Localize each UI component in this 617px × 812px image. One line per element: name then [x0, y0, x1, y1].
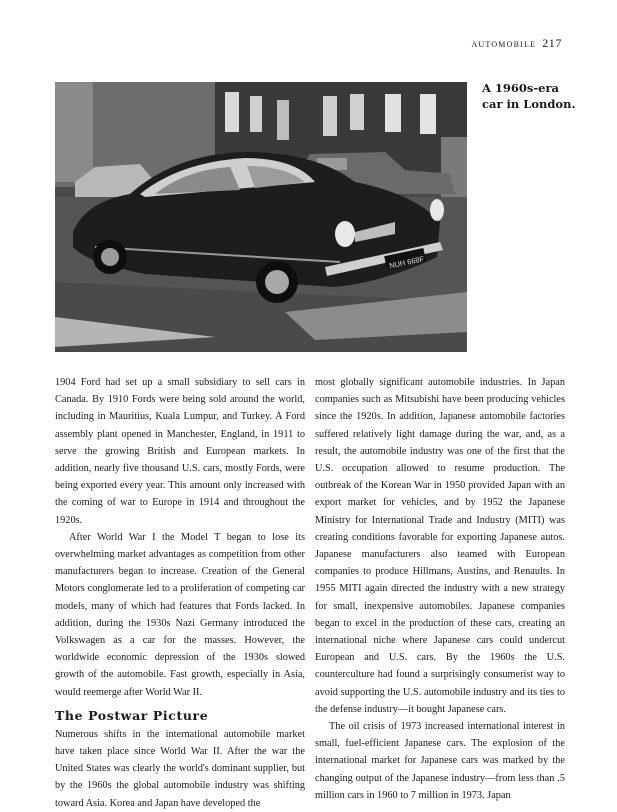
- car-photo-illustration: [55, 82, 467, 352]
- caption-line-2: car in London.: [482, 97, 576, 111]
- window: [277, 100, 289, 140]
- car-photo: [55, 82, 467, 352]
- window: [250, 96, 262, 132]
- running-head-title: automobile: [471, 38, 537, 50]
- page-number: 217: [542, 36, 562, 50]
- right-column: [315, 374, 565, 804]
- license-plate-text: NUH 668F: [388, 254, 425, 271]
- section-heading: The Postwar Picture: [55, 707, 209, 723]
- headlight-left: [335, 221, 355, 247]
- right-paragraph-1: most globally significant automobile industries. In Japan companies such as Mitsubishi have been producing vehicles since the 1920s. In addition, Japanese automobile factories suffered relatively light damage during the war, and, as a result, the automobile industry was one of the first that the U.S. occupation allowed to resume production. The outbreak of the Korean War in 1950 provided Japan with an export market for vehicles, and by 1952 the Japanese Ministry for International Trade and Industry (MITI) was creating conditions favorable for exporting Japanese autos. Japanese manufacturers also teamed with European companies to produce Hillmans, Austins, and Renaults. In 1955 MITI again directed the industry with a new strategy for small, inexpensive automobiles. Japanese companies began to excel in the production of these cars, creating an international niche where Japanese cars could undercut European and U.S. cars. By the 1960s the U.S. counterculture had found a surprisingly consumerist way to avoid supporting the U.S. automobile industry and its ties to the defense industry—it bought Japanese cars.: [315, 377, 565, 715]
- caption-line-1: A 1960s-era: [482, 81, 560, 95]
- window: [323, 96, 337, 136]
- front-hubcap: [265, 270, 289, 294]
- left-paragraph-2: After World War I the Model T began to lose its overwhelming market advantages as competition from other manufacturers began to increase. Creation of the General Motors conglomerate led to a proliferation of competing car models, many of which had features that Fords lacked. In addition, during the 1930s Nazi Germany introduced the Volkswagen as a car for the masses. However, the worldwide economic depression of the 1930s slowed growth of the automobile. Fast growth, especially in Asia, would reemerge after World War II.: [55, 531, 305, 698]
- left-column: [55, 374, 305, 812]
- left-paragraph-3: Numerous shifts in the international automobile market have taken place since World War II. After the war the United States was clearly the world's dominant supplier, but by the 1960s the global automobile industry was shifting toward Asia. Korea and Japan have developed the: [55, 728, 305, 809]
- tree-left: [55, 82, 93, 182]
- rear-hubcap: [101, 248, 119, 266]
- window: [385, 94, 401, 132]
- headlight-right: [430, 199, 444, 221]
- window: [225, 92, 239, 132]
- running-head: [471, 36, 562, 51]
- left-paragraph-1: 1904 Ford had set up a small subsidiary to sell cars in Canada. By 1910 Fords were being sold around the world, including in Mauritius, Kuala Lumpur, and Turkey. A Ford assembly plant opened in Manchester, England, in 1911 to serve the growing British and European markets. In addition, nearly five thousand U.S. cars, mostly Fords, were being exported every year. This amount only increased with the coming of war to Europe in 1914 and throughout the 1920s.: [55, 377, 305, 526]
- photo-caption: [482, 80, 582, 112]
- window: [420, 94, 436, 134]
- right-paragraph-2: The oil crisis of 1973 increased international interest in small, fuel-efficient Japanese cars. The explosion of the international market for Japanese cars was marked by the changing output of the Japanese industry—from less than .5 million cars in 1960 to 7 million in 1973. Japan: [315, 721, 565, 801]
- window: [350, 94, 364, 130]
